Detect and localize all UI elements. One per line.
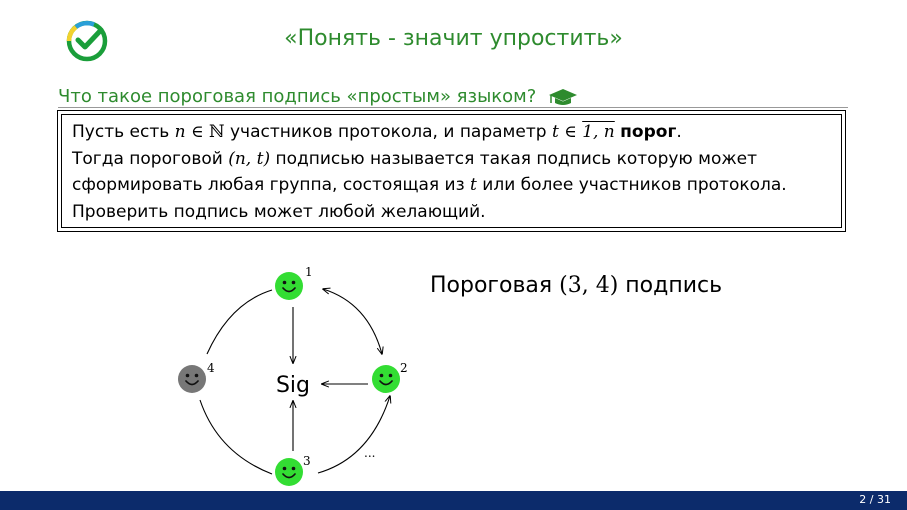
graduation-cap-icon <box>548 87 578 107</box>
definition-line-4: Проверить подпись может любой желающий. <box>72 201 486 222</box>
participant-3-label: 3 <box>303 454 311 468</box>
definition-box-inner <box>61 114 842 228</box>
footer-bar <box>0 491 907 510</box>
page-number: 2 / 31 <box>859 493 891 506</box>
participant-4-smiley-icon <box>178 365 206 393</box>
arc-4-1 <box>207 290 272 354</box>
participant-2-smiley-icon <box>372 365 400 393</box>
question-heading <box>58 86 578 107</box>
diagram-caption: Пороговая (3, 4) подпись <box>430 273 723 298</box>
definition-line-1: Пусть есть n ∈ ℕ участников протокола, и параметр t ∈ 1, n порог. <box>72 122 682 142</box>
definition-line-2: Тогда пороговой (n, t) подписью называется такая подпись которую может <box>72 148 758 169</box>
participant-1-smiley-icon <box>275 272 303 300</box>
threshold-diagram <box>160 255 460 495</box>
participant-1-label: 1 <box>305 265 313 279</box>
arc-1-2 <box>323 289 382 354</box>
sig-label: Sig <box>275 373 311 398</box>
range-1-n: 1, n <box>582 122 615 142</box>
threshold-term: порог <box>620 122 677 142</box>
caption-params: (3, 4) <box>559 273 619 298</box>
definition-box <box>57 110 846 232</box>
participant-2-label: 2 <box>400 361 408 375</box>
slide-title: «Понять - значит упростить» <box>284 26 623 51</box>
question-text: Что такое пороговая подпись «простым» языком? <box>58 86 537 107</box>
ellipsis-label: ... <box>364 446 376 460</box>
arc-4-3 <box>200 400 272 474</box>
participant-4-label: 4 <box>207 361 215 375</box>
definition-line-3: сформировать любая группа, состоящая из t или более участников протокола. <box>72 175 787 195</box>
arc-3-2 <box>318 396 390 473</box>
heading-underline <box>58 107 848 108</box>
participant-3-smiley-icon <box>275 458 303 486</box>
